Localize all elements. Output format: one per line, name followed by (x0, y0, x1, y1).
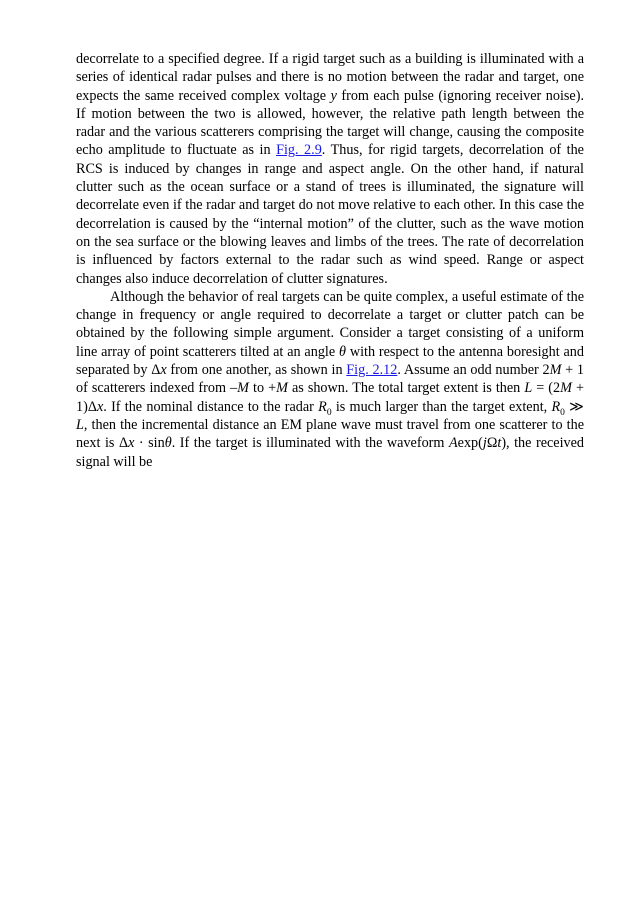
symbol-x: x (128, 435, 135, 452)
symbol-A: A (448, 435, 458, 452)
paragraph-1 (76, 50, 584, 288)
text-run: with respect to the antenna boresight and separated by Δ (76, 343, 584, 379)
text-run: + 1 of scatterers indexed from – (76, 362, 584, 397)
symbol-omega: Ω (486, 435, 498, 452)
symbol-theta: θ (164, 435, 172, 452)
paragraph-2 (76, 288, 584, 471)
text-run: ), the received signal will be (76, 435, 585, 470)
text-run: , then the incremental distance an EM plane wave must travel from one scatterer to the next is Δ (76, 416, 584, 452)
symbol-R: R (551, 398, 561, 415)
text-run: . Assume an odd number 2 (397, 362, 550, 379)
text-run: . Thus, for rigid targets, decorrelation of the RCS is induced by changes in range and aspect angle. On the other hand, if natural clutter such as the ocean surface or a stand of trees is illuminated, the signature will decorrelate even if the radar and target do not move relative to each other. In this case the decorrelation is caused by the “internal motion” of the clutter, such as the wave motion on the sea surface or the blowing leaves and limbs of the trees. The rate of decorrelation is influenced by factors external to the radar such as wind speed. Range or aspect changes also induce decorrelation of clutter signatures. (76, 142, 584, 287)
symbol-x: x (96, 398, 104, 415)
text-run: Although the behavior of real targets can be quite complex, a useful estimate of the change in frequency or angle required to decorrelate a target or clutter patch can be obtained by the following simple argument. Consider a target consisting of a uniform line array of point scatterers tilted at an angle (76, 288, 584, 360)
symbol-L: L (524, 380, 533, 397)
text-run: ≫ (564, 398, 584, 415)
symbol-L: L (76, 416, 84, 433)
subscript-0: 0 (560, 407, 565, 418)
figure-link-2-12[interactable]: Fig. 2.12 (346, 362, 398, 379)
text-run: is much larger than the target extent, (331, 398, 552, 415)
symbol-theta: θ (339, 343, 346, 360)
text-run: . If the target is illuminated with the waveform (171, 435, 449, 452)
symbol-M: M (276, 380, 288, 397)
symbol-t: t (497, 435, 502, 452)
figure-link-2-9[interactable]: Fig. 2.9 (276, 142, 322, 159)
text-run: · sin (134, 435, 165, 452)
symbol-x: x (160, 362, 167, 379)
text-run: from each pulse (ignoring receiver noise). If motion between the two is allowed, however, the relative path length between the radar and the various scatterers comprising the target will change, causing the composite echo amplitude to fluctuate as in (76, 87, 584, 159)
text-run: as shown. The total target extent is then (287, 380, 525, 397)
subscript-0: 0 (326, 407, 332, 418)
text-run: to + (248, 380, 277, 397)
symbol-M: M (560, 380, 572, 397)
symbol-j: j (482, 435, 487, 452)
text-run: . If the nominal distance to the radar (103, 398, 319, 415)
symbol-y: y (330, 87, 337, 104)
symbol-R: R (318, 398, 327, 415)
text-run: decorrelate to a specified degree. If a rigid target such as a building is illuminated with a series of identical radar pulses and there is no motion between the radar and target, one expects the same received complex voltage (76, 51, 584, 104)
text-run: + 1)Δ (76, 380, 584, 415)
symbol-M: M (237, 380, 249, 397)
text-run: = (2 (532, 380, 561, 397)
document-page (76, 50, 584, 471)
text-run: from one another, as shown in (166, 362, 347, 379)
text-run: exp( (457, 435, 483, 452)
symbol-M: M (549, 362, 562, 379)
